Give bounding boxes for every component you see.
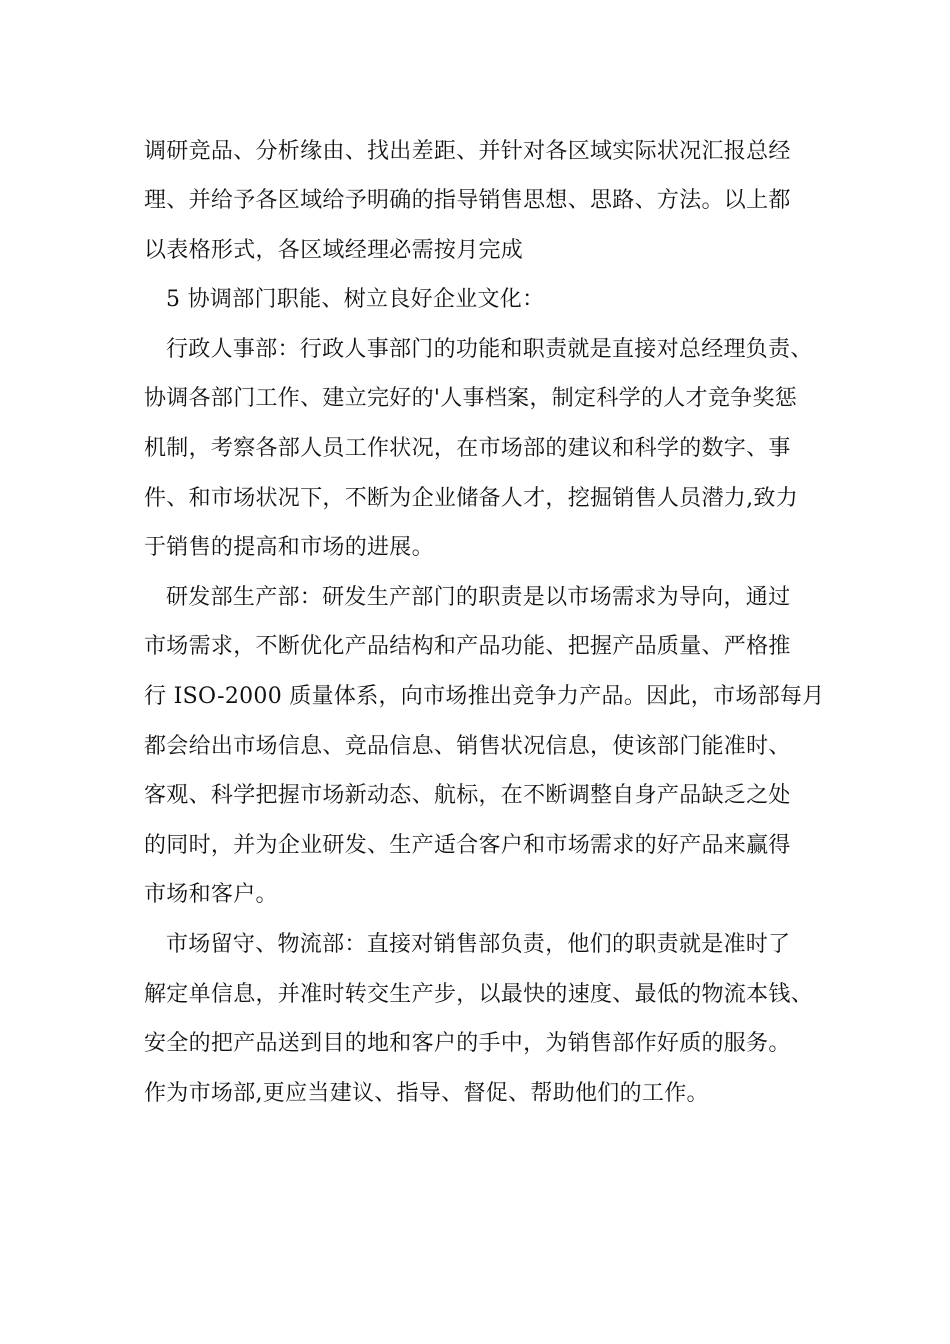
text-line: 行 ISO-2000 质量体系，向市场推出竞争力产品。因此，市场部每月	[144, 684, 825, 709]
text-line: 的同时，并为企业研发、生产适合客户和市场需求的好产品来赢得	[144, 833, 791, 858]
text-line: 调研竞品、分析缘由、找出差距、并针对各区域实际状况汇报总经	[144, 139, 791, 164]
paragraph-start-line: 研发部生产部：研发生产部门的职责是以市场需求为导向，通过	[166, 585, 791, 610]
text-line: 都会给出市场信息、竞品信息、销售状况信息，使该部门能准时、	[144, 734, 791, 759]
text-line: 件、和市场状况下，不断为企业储备人才，挖掘销售人员潜力,致力	[144, 486, 798, 511]
text-line: 安全的把产品送到目的地和客户的手中，为销售部作好质的服务。	[144, 1031, 791, 1056]
section-heading: 5 协调部门职能、树立良好企业文化：	[166, 287, 545, 312]
text-line: 于销售的提高和市场的进展。	[144, 535, 434, 560]
text-line: 机制，考察各部人员工作状况，在市场部的建议和科学的数字、事	[144, 436, 791, 461]
text-line: 市场需求，不断优化产品结构和产品功能、把握产品质量、严格推	[144, 634, 791, 659]
text-line: 作为市场部,更应当建议、指导、督促、帮助他们的工作。	[144, 1081, 709, 1106]
text-line: 解定单信息，并准时转交生产步，以最快的速度、最低的物流本钱、	[144, 982, 814, 1007]
text-line: 客观、科学把握市场新动态、航标，在不断调整自身产品缺乏之处	[144, 783, 791, 808]
paragraph-start-line: 市场留守、物流部：直接对销售部负责，他们的职责就是准时了	[166, 932, 791, 957]
paragraph-start-line: 行政人事部：行政人事部门的功能和职责就是直接对总经理负责、	[166, 337, 813, 362]
text-line: 以表格形式，各区域经理必需按月完成	[144, 238, 524, 263]
text-line: 理、并给予各区域给予明确的指导销售思想、思路、方法。以上都	[144, 188, 791, 213]
text-line: 协调各部门工作、建立完好的'人事档案，制定科学的人才竞争奖惩	[144, 386, 798, 411]
text-line: 市场和客户。	[144, 882, 278, 907]
